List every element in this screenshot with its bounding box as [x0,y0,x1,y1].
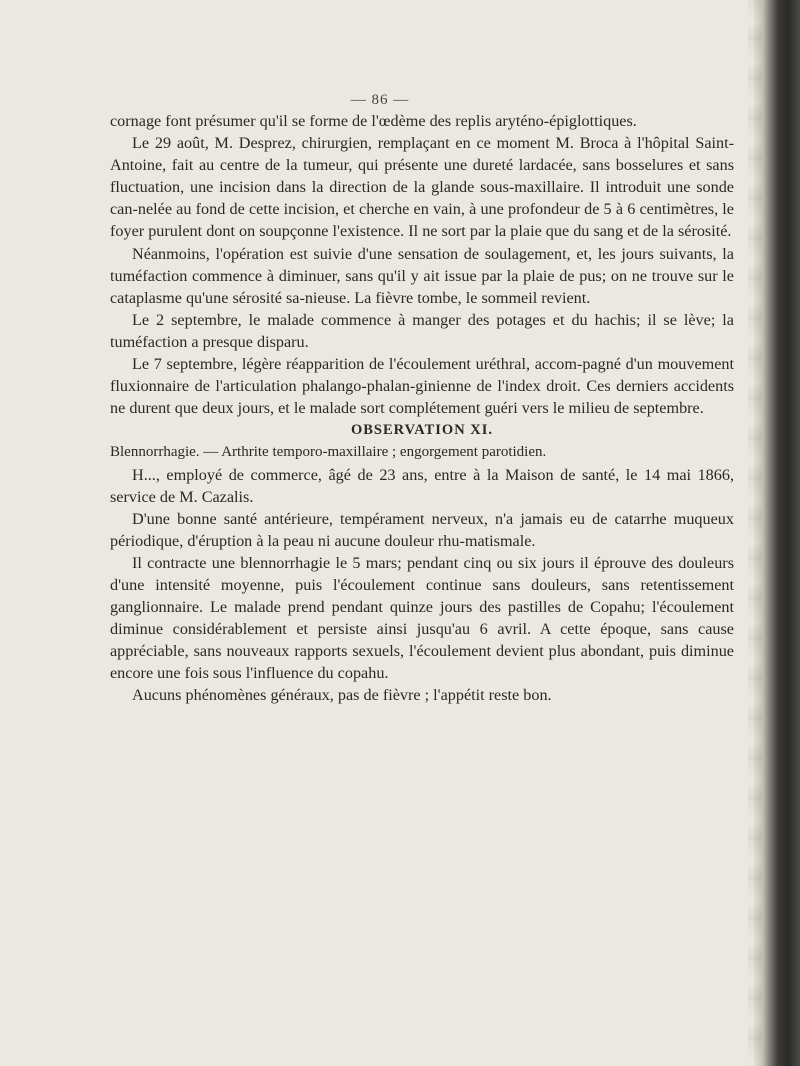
paragraph: D'une bonne santé antérieure, tempérament nerveux, n'a jamais eu de catarrhe muqueux périodique, d'éruption à la peau ni aucune douleur rhu-matismale. [110,509,734,550]
paragraph: Il contracte une blennorrhagie le 5 mars; pendant cinq ou six jours il éprouve des douleurs d'une intensité moyenne, puis l'écoulement continue sans douleurs, sans retentissement ganglionnaire. Le malade prend pendant quinze jours des pastilles de Copahu; l'écoulement diminue considérablement et persiste ainsi jusqu'au 6 avril. A cette époque, sans cause appréciable, sans nouveaux rapports sexuels, l'écoulement devient plus abondant, puis diminue encore une fois sous l'influence du copahu. [110,553,734,683]
observation-subtitle: Blennorrhagie. — Arthrite temporo-maxillaire ; engorgement parotidien. [110,444,547,461]
paragraph: Le 7 septembre, légère réapparition de l'écoulement uréthral, accom-pagné d'un mouvement fluxionnaire de l'articulation phalango-phalan-ginienne de l'index droit. Ces derniers accidents ne durent que deux jours, et le malade sort complétement guéri vers le milieu de septembre. [110,355,734,418]
paragraph: cornage font présumer qu'il se forme de l'œdème des replis aryténo-épiglottiques. [110,112,637,130]
page-edge-texture [748,0,762,1066]
paragraph: Néanmoins, l'opération est suivie d'une sensation de soulagement, et, les jours suivants, la tuméfaction commence à diminuer, sans qu'il y ait issue par la plaie de pus; on ne trouve sur le cataplasme qu'une sérosité sa-nieuse. La fièvre tombe, le sommeil revient. [110,244,734,307]
paragraph: H..., employé de commerce, âgé de 23 ans, entre à la Maison de santé, le 14 mai 1866, service de M. Cazalis. [110,465,734,506]
document-body [110,110,734,707]
page-number: — 86 — [350,92,410,108]
paragraph: Aucuns phénomènes généraux, pas de fièvre ; l'appétit reste bon. [132,686,552,705]
paragraph: Le 2 septembre, le malade commence à manger des potages et du hachis; il se lève; la tuméfaction a presque disparu. [110,310,734,351]
observation-title: OBSERVATION XI. [350,422,494,439]
paragraph: Le 29 août, M. Desprez, chirurgien, remplaçant en ce moment M. Broca à l'hôpital Saint-Antoine, fait au centre de la tumeur, qui présente une dureté lardacée, sans bosselures et sans fluctuation, une incision dans la direction de la glande sous-maxillaire. Il introduit une sonde can-nelée au fond de cette incision, et cherche en vain, à une profondeur de 5 à 6 centimètres, le foyer purulent dont on soupçonne l'existence. Il ne sort par la plaie que du sang et de la sérosité. [110,134,734,241]
